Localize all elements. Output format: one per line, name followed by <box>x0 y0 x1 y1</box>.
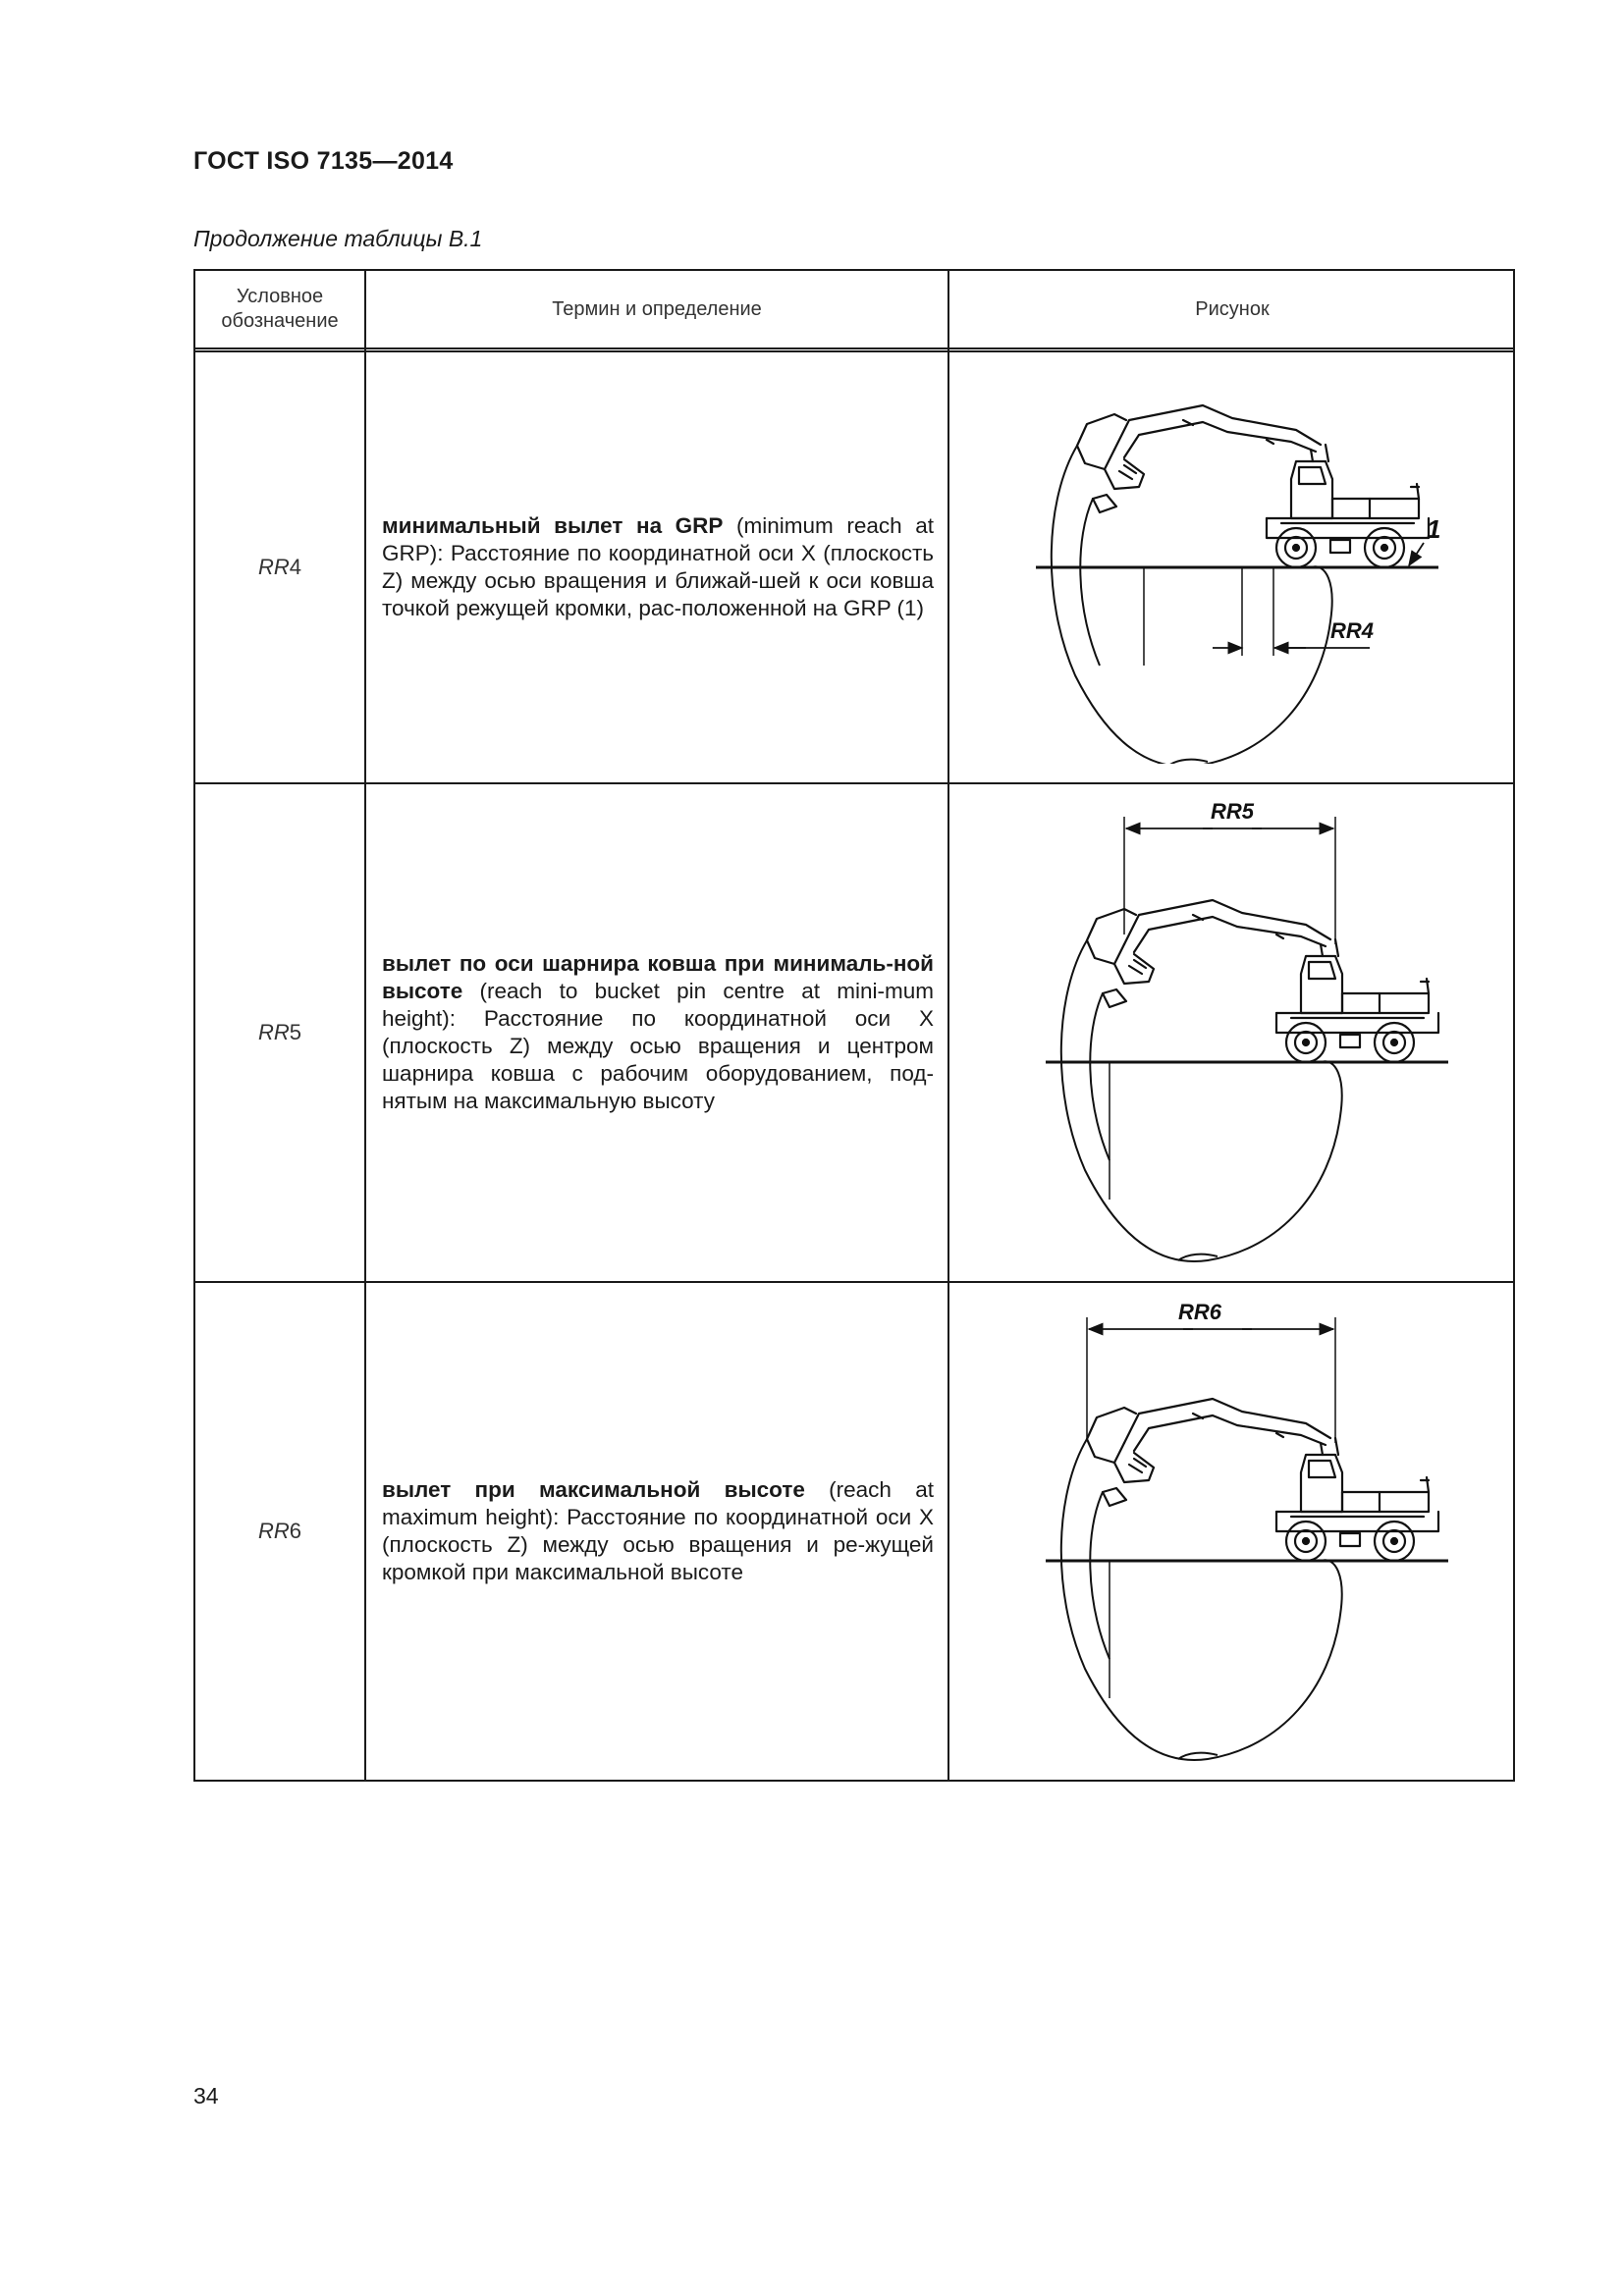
figure-dimension-label: RR6 <box>1178 1300 1222 1324</box>
row-definition-rr4 <box>366 352 947 782</box>
excavator-diagram-rr4 <box>1016 371 1448 764</box>
figure-dimension-label: RR5 <box>1211 799 1255 824</box>
symbol-digit: 5 <box>289 1020 302 1044</box>
term-bold: минимальный вылет на GRP <box>382 513 724 538</box>
definition-text: (reach to bucket pin centre at mini-mum height): Расстояние по координатной оси X (плоскость Z) между осью вращения и центром шарнира ковша с рабочим оборудованием, под-нятым на максимальную высоту <box>382 979 934 1113</box>
column-header-term: Термин и определение <box>552 297 762 320</box>
term-bold: вылет по оси шарнира ковша при минималь-ной высоте <box>382 951 934 1003</box>
document-header: ГОСТ ISO 7135—2014 <box>193 147 454 175</box>
column-header-symbol: Условное обозначение <box>221 286 339 332</box>
table-caption: Продолжение таблицы В.1 <box>193 226 483 251</box>
symbol-letters: RR <box>257 555 290 579</box>
symbol-digit: 6 <box>289 1519 302 1543</box>
row-symbol-rr5 <box>195 784 364 1281</box>
row-figure-rr6 <box>949 1283 1515 1780</box>
excavator-diagram-rr5 <box>1016 797 1448 1268</box>
row-symbol-rr6 <box>195 1283 364 1780</box>
definition-text: (reach at maximum height): Расстояние по координатной оси X (плоскость Z) между осью вращения и ре-жущей кромкой при максимальной высоте <box>382 1477 934 1584</box>
row-symbol-rr4 <box>195 352 364 782</box>
symbol-letters: RR <box>257 1519 290 1543</box>
figure-callout-number: 1 <box>1427 514 1441 544</box>
row-definition-rr5 <box>366 784 947 1281</box>
row-figure-rr5 <box>949 784 1515 1281</box>
row-definition-rr6 <box>366 1283 947 1780</box>
page-number: 34 <box>193 2083 219 2109</box>
symbol-letters: RR <box>257 1020 290 1044</box>
symbol-digit: 4 <box>289 555 302 579</box>
definition-text: (minimum reach at GRP): Расстояние по координатной оси X (плоскость Z) между осью вращения и ближай-шей к оси ковша точкой режущей кромки, рас-положенной на GRP (1) <box>382 513 934 620</box>
term-bold: вылет при максимальной высоте <box>382 1477 805 1502</box>
excavator-diagram-rr6 <box>1016 1296 1448 1767</box>
definitions-table <box>193 269 1515 1782</box>
row-figure-rr4 <box>949 352 1515 782</box>
figure-dimension-label: RR4 <box>1330 618 1375 643</box>
column-header-figure: Рисунок <box>1195 297 1270 320</box>
